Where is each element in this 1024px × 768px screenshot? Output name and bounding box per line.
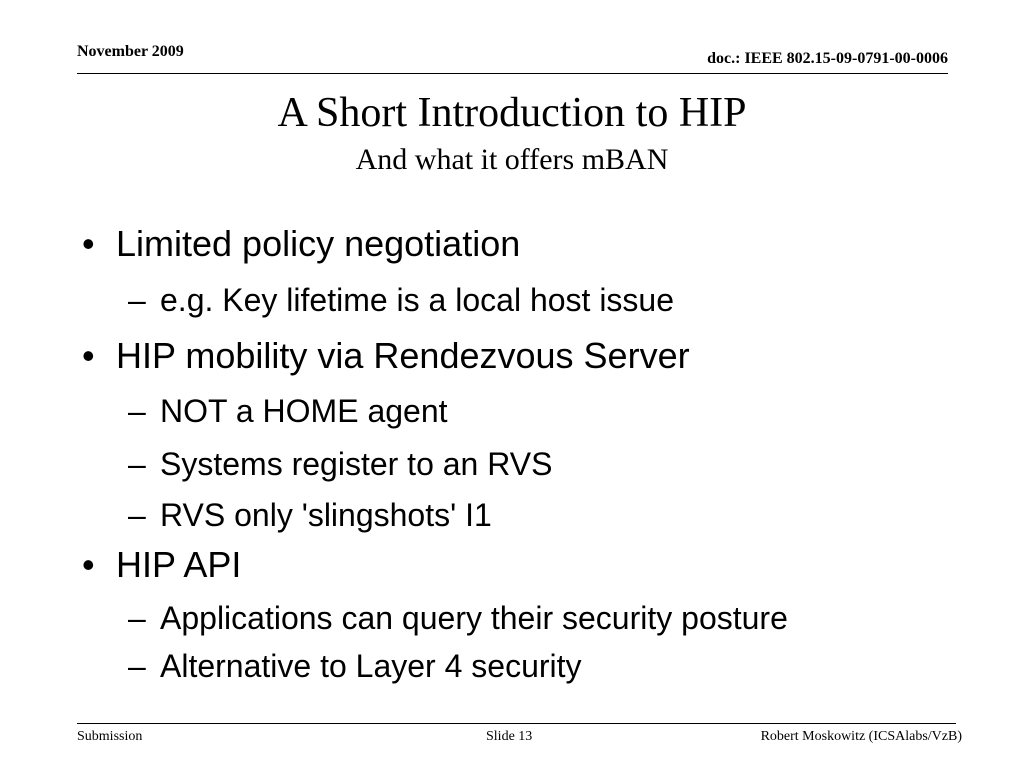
bullet-item — [82, 223, 521, 264]
bullet-mark: • — [82, 335, 95, 376]
sub-bullet-item — [128, 393, 448, 429]
bullet-text: HIP API — [116, 544, 242, 585]
dash-mark: – — [128, 282, 146, 318]
header-date: November 2009 — [77, 43, 184, 60]
sub-bullet-item — [128, 446, 553, 482]
sub-bullet-item — [128, 600, 788, 636]
bullet-text: Limited policy negotiation — [116, 223, 521, 264]
footer-slide-number: Slide 13 — [486, 729, 533, 744]
dash-mark: – — [128, 648, 146, 684]
sub-bullet-text: e.g. Key lifetime is a local host issue — [160, 282, 675, 318]
bullet-item — [82, 544, 242, 585]
bullet-mark: • — [82, 544, 95, 585]
dash-mark: – — [128, 446, 146, 482]
sub-bullet-item — [128, 282, 675, 318]
slide-subtitle: And what it offers mBAN — [355, 143, 669, 176]
header-doc-id: doc.: IEEE 802.15-09-0791-00-0006 — [707, 50, 948, 67]
dash-mark: – — [128, 497, 146, 533]
footer-submission: Submission — [77, 729, 143, 744]
sub-bullet-text: Applications can query their security posture — [160, 600, 788, 636]
sub-bullet-item — [128, 648, 582, 684]
footer-author: Robert Moskowitz (ICSAlabs/VzB) — [760, 729, 962, 744]
footer-divider — [77, 723, 956, 724]
sub-bullet-item — [128, 497, 492, 533]
sub-bullet-text: Systems register to an RVS — [160, 446, 553, 482]
dash-mark: – — [128, 600, 146, 636]
sub-bullet-text: RVS only 'slingshots' I1 — [160, 497, 492, 533]
sub-bullet-text: NOT a HOME agent — [160, 393, 448, 429]
slide-title: A Short Introduction to HIP — [277, 90, 747, 136]
bullet-text: HIP mobility via Rendezvous Server — [116, 335, 690, 376]
sub-bullet-text: Alternative to Layer 4 security — [160, 648, 582, 684]
dash-mark: – — [128, 393, 146, 429]
bullet-item — [82, 335, 690, 376]
bullet-mark: • — [82, 223, 95, 264]
